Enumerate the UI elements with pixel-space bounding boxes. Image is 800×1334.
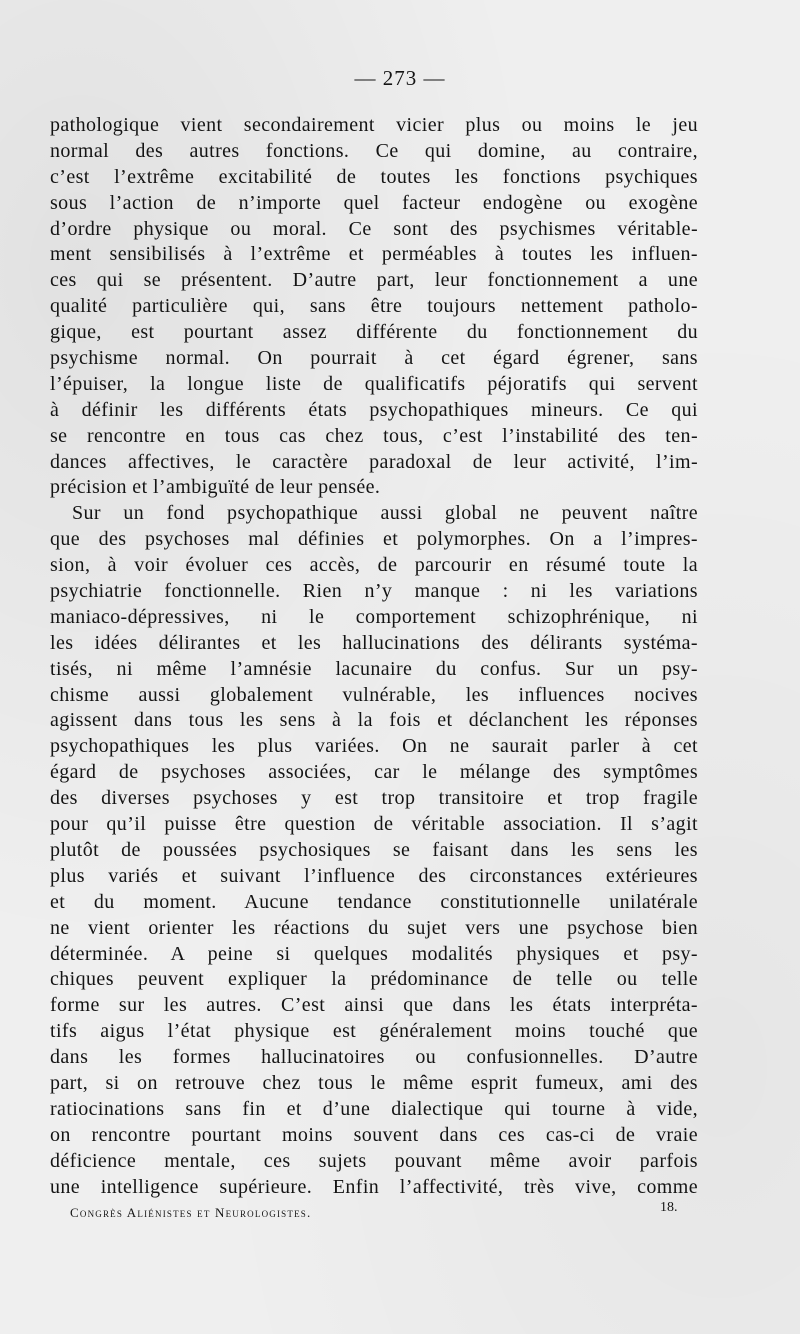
text-line: les idées délirantes et les hallucinations des délirants systéma- <box>50 631 698 654</box>
text-line: plutôt de poussées psychosiques se faisant dans les sens les <box>50 838 698 861</box>
text-line: l’épuiser, la longue liste de qualificatifs péjoratifs qui servent <box>50 372 698 395</box>
text-line: agissent dans tous les sens à la fois et déclanchent les réponses <box>50 709 698 732</box>
text-line: psychopathiques les plus variées. On ne saurait parler à cet <box>50 735 698 758</box>
text-line: normal des autres fonctions. Ce qui domine, au contraire, <box>50 139 698 162</box>
text-line: ces qui se présentent. D’autre part, leur fonctionnement a une <box>50 269 698 292</box>
text-line: qualité particulière qui, sans être toujours nettement patholo- <box>50 295 698 318</box>
text-line: égard de psychoses associées, car le mélange des symptômes <box>50 761 698 784</box>
text-line: ratiocinations sans fin et d’une dialectique qui tourne à vide, <box>50 1097 698 1120</box>
text-line: on rencontre pourtant moins souvent dans ces cas-ci de vraie <box>50 1123 698 1146</box>
text-line: d’ordre physique ou moral. Ce sont des psychismes véritable- <box>50 217 698 240</box>
text-line: Sur un fond psychopathique aussi global ne peuvent naître <box>72 502 698 525</box>
text-line: psychiatrie fonctionnelle. Rien n’y manque : ni les variations <box>50 580 698 603</box>
text-line: tisés, ni même l’amnésie lacunaire du confus. Sur un psy- <box>50 657 698 680</box>
text-line: à définir les différents états psychopathiques mineurs. Ce qui <box>50 398 698 421</box>
text-line: se rencontre en tous cas chez tous, c’est l’instabilité des ten- <box>50 424 698 447</box>
text-line: pathologique vient secondairement vicier plus ou moins le jeu <box>50 114 698 136</box>
text-line: c’est l’extrême excitabilité de toutes les fonctions psychiques <box>50 165 698 188</box>
text-line: forme sur les autres. C’est ainsi que dans les états interpréta- <box>50 994 698 1017</box>
page-number: — 273 — <box>354 66 446 90</box>
text-line: que des psychoses mal définies et polymorphes. On a l’impres- <box>50 528 698 551</box>
text-line: tifs aigus l’état physique est généralement moins touché que <box>50 1020 698 1043</box>
text-line: gique, est pourtant assez différente du fonctionnement du <box>50 321 698 344</box>
text-line: sous l’action de n’importe quel facteur endogène ou exogène <box>50 191 698 214</box>
text-line: dances affectives, le caractère paradoxal de leur activité, l’im- <box>50 450 698 473</box>
body-text <box>50 113 698 1200</box>
text-line: précision et l’ambiguïté de leur pensée. <box>50 476 381 499</box>
text-line: une intelligence supérieure. Enfin l’affectivité, très vive, comme <box>50 1175 698 1198</box>
footer-signature: Congrès Aliénistes et Neurologistes. <box>70 1205 312 1220</box>
text-line: des diverses psychoses y est trop transitoire et trop fragile <box>50 787 698 810</box>
text-line: déficience mentale, ces sujets pouvant même avoir parfois <box>50 1149 698 1172</box>
text-line: chiques peuvent expliquer la prédominance de telle ou telle <box>50 968 698 991</box>
text-line: maniaco-dépressives, ni le comportement schizophrénique, ni <box>50 605 698 628</box>
text-line: chisme aussi globalement vulnérable, les influences nocives <box>50 683 698 706</box>
text-line: ne vient orienter les réactions du sujet vers une psychose bien <box>50 916 698 939</box>
text-line: déterminée. A peine si quelques modalités physiques et psy- <box>50 942 698 965</box>
text-line: et du moment. Aucune tendance constitutionnelle unilatérale <box>50 890 698 913</box>
text-line: dans les formes hallucinatoires ou confusionnelles. D’autre <box>50 1046 698 1069</box>
text-line: pour qu’il puisse être question de véritable association. Il s’agit <box>50 813 698 836</box>
footer-sheet-number: 18. <box>660 1200 678 1215</box>
text-line: plus variés et suivant l’influence des circonstances extérieures <box>50 864 698 887</box>
text-line: sion, à voir évoluer ces accès, de parcourir en résumé toute la <box>50 554 698 577</box>
text-line: ment sensibilisés à l’extrême et perméables à toutes les influen- <box>50 243 698 266</box>
text-line: psychisme normal. On pourrait à cet égard égrener, sans <box>50 347 698 370</box>
text-line: part, si on retrouve chez tous le même esprit fumeux, ami des <box>50 1071 698 1094</box>
